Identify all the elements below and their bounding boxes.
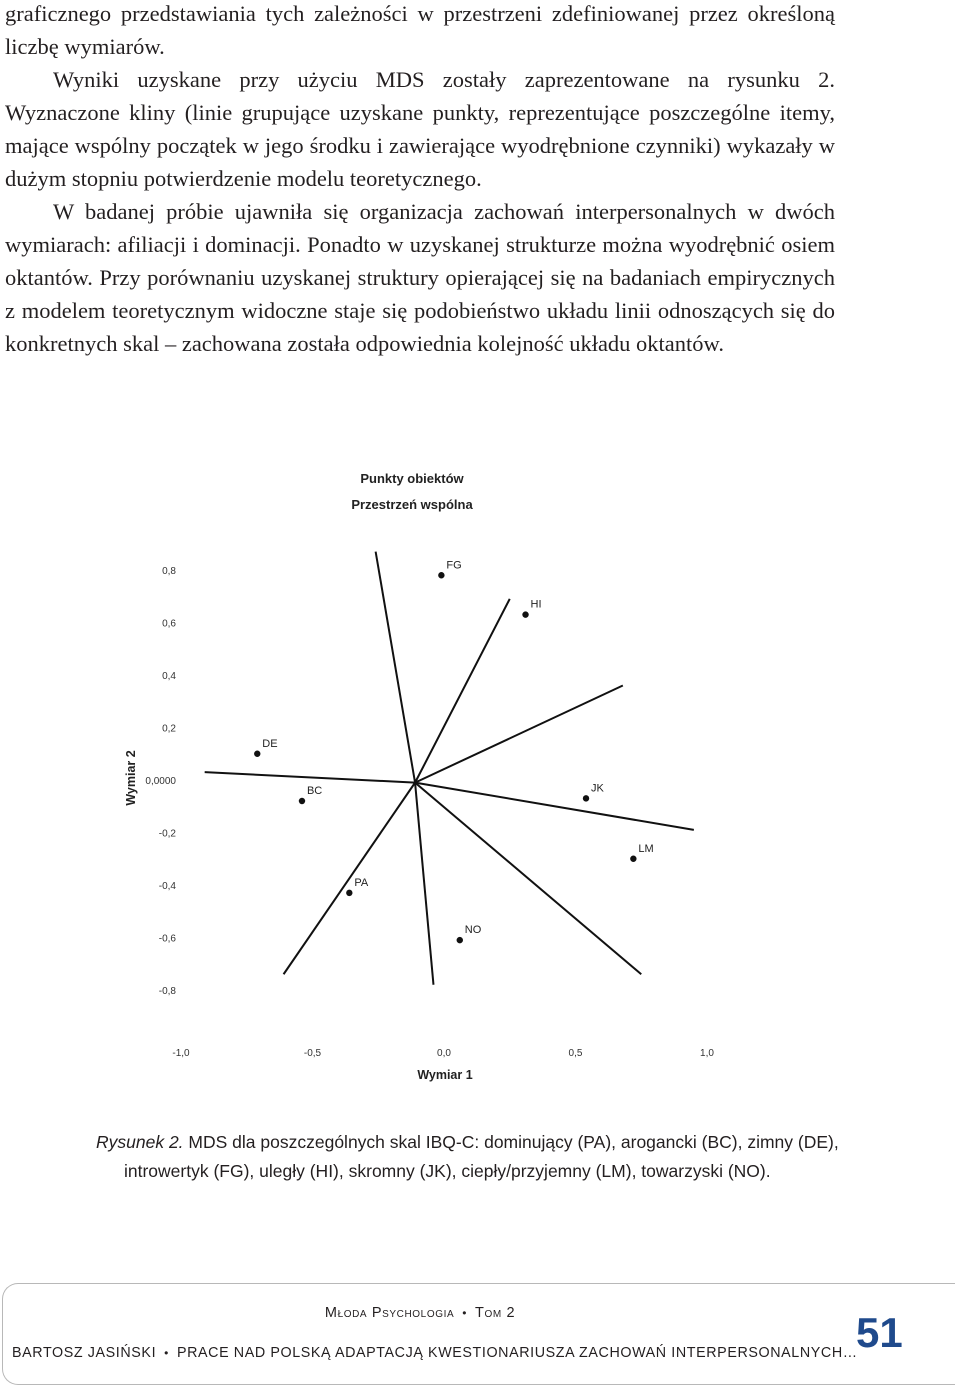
- x-tick-label: 1,0: [700, 1048, 714, 1059]
- footer-frame: [2, 1283, 955, 1385]
- data-point: [522, 611, 528, 617]
- journal-name: Młoda Psychologia: [324, 1305, 455, 1321]
- point-label: PA: [354, 876, 369, 889]
- page-number: 51: [856, 1309, 903, 1356]
- point-label: HI: [530, 598, 542, 611]
- chart-subtitle: Przestrzeń wspólna: [351, 497, 473, 512]
- data-point: [254, 751, 260, 757]
- wedge-line: [415, 783, 433, 985]
- point-label: LM: [638, 842, 654, 855]
- running-header: [12, 1345, 858, 1361]
- y-tick-label: 0,6: [162, 618, 176, 630]
- paragraph-3: W badanej próbie ujawniła się organizacja zachowań interpersonalnych w dwóch wymiarach: afiliacji i dominacji. Ponadto w uzyskanej strukturze można wyodrębnić osiem oktantów. Przy porównaniu uzyskanej struktury opierającej się na badaniach empirycznych z modelem teoretycznym widoczne staje się podobieństwo układu linii odnoszących się do konkretnych skal – zachowana została odpowiednia kolejność układu oktantów.: [5, 199, 835, 356]
- journal-info: [0, 1305, 840, 1321]
- y-axis-ticks: [145, 566, 176, 997]
- wedge-line: [284, 783, 416, 975]
- figure-caption: [96, 1128, 839, 1186]
- mds-chart: [0, 455, 960, 1095]
- point-label: NO: [464, 924, 482, 937]
- y-tick-label: -0,4: [158, 881, 176, 892]
- data-point: [630, 856, 636, 862]
- caption-lead: Rysunek 2.: [96, 1132, 184, 1152]
- paragraph-2: Wyniki uzyskane przy użyciu MDS zostały zaprezentowane na rysunku 2. Wyznaczone kliny (linie grupujące uzyskane punkty, reprezentujące poszczególne itemy, mające wspólny początek w jego środku i zawierające wyodrębnione czynniki) wykazały w dużym stopniu potwierdzenie modelu teoretycznego.: [5, 67, 835, 191]
- wedge-line: [415, 599, 510, 783]
- wedge-line: [205, 772, 415, 783]
- y-tick-label: 0,8: [162, 566, 176, 577]
- point-label: DE: [262, 737, 278, 750]
- x-tick-label: -1,0: [172, 1048, 190, 1059]
- wedge-line: [415, 783, 694, 830]
- wedge-line: [376, 552, 415, 783]
- bullet-icon: •: [462, 1306, 468, 1320]
- author-name: BARTOSZ JASIŃSKI: [12, 1345, 157, 1361]
- page-footer: [0, 1281, 960, 1388]
- wedge-line: [415, 686, 623, 783]
- data-point: [346, 890, 352, 896]
- body-text: [5, 0, 835, 360]
- paragraph-1: graficznego przedstawiania tych zależności w przestrzeni zdefiniowanej przez określoną liczbę wymiarów.: [5, 1, 835, 59]
- x-tick-label: -0,5: [303, 1048, 322, 1059]
- x-tick-label: 0,5: [568, 1048, 583, 1059]
- data-point: [457, 937, 463, 943]
- y-tick-label: -0,6: [158, 933, 176, 945]
- y-axis-label: Wymiar 2: [124, 750, 138, 806]
- caption-line-1: MDS dla poszczególnych skal IBQ-C: dominujący (PA), arogancki (BC), zimny (DE),: [188, 1132, 839, 1152]
- chart-title: Punkty obiektów: [360, 471, 464, 486]
- x-axis-ticks: [172, 1048, 714, 1059]
- bullet-icon: •: [164, 1346, 169, 1360]
- data-point: [438, 572, 444, 578]
- wedge-line: [415, 783, 641, 975]
- running-title: PRACE NAD POLSKĄ ADAPTACJĄ KWESTIONARIUSZA ZACHOWAŃ INTERPERSONALNYCH…: [176, 1345, 858, 1361]
- y-tick-label: -0,2: [158, 828, 176, 840]
- data-point: [299, 798, 305, 804]
- y-tick-label: 0,0000: [145, 776, 176, 787]
- point-label: BC: [306, 785, 323, 797]
- wedge-lines: [205, 552, 694, 985]
- point-label: JK: [591, 782, 604, 795]
- data-points: [254, 559, 654, 943]
- point-label: FG: [446, 559, 462, 572]
- x-tick-label: 0,0: [437, 1048, 451, 1059]
- caption-line-2: introwertyk (FG), uległy (HI), skromny (JK), ciepły/przyjemny (LM), towarzyski (NO).: [124, 1161, 771, 1181]
- y-tick-label: 0,2: [162, 723, 176, 735]
- y-tick-label: 0,4: [162, 671, 176, 682]
- journal-volume: Tom 2: [475, 1305, 516, 1321]
- x-axis-label: Wymiar 1: [417, 1068, 473, 1082]
- y-tick-label: -0,8: [158, 986, 176, 997]
- data-point: [583, 795, 589, 801]
